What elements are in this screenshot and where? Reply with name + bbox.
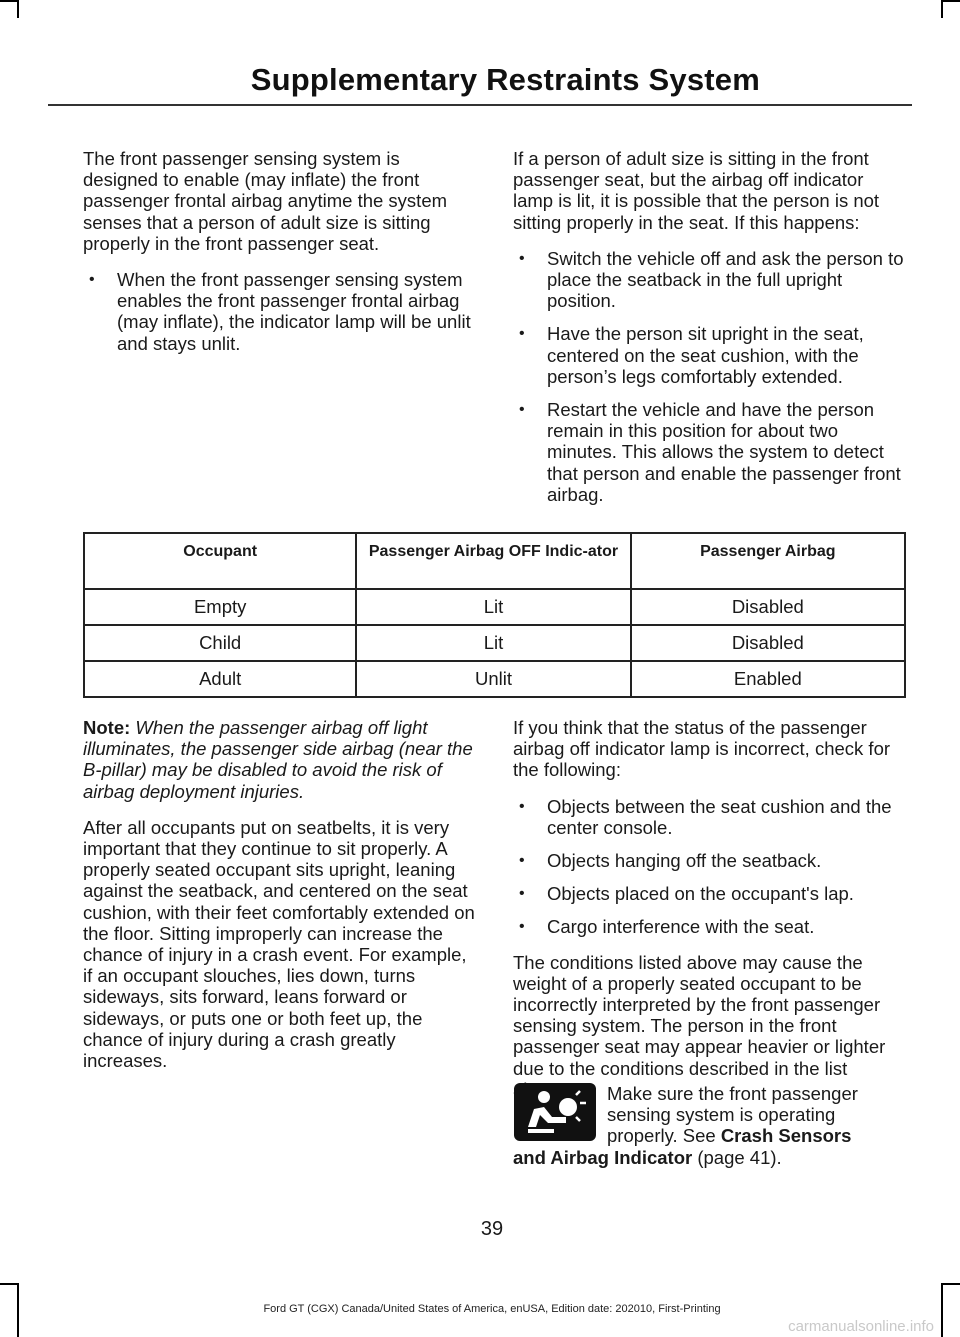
check-intro-paragraph: If you think that the status of the passenger airbag off indicator lamp is incorrect, check for the following: [513, 717, 891, 781]
table-row [84, 625, 905, 661]
table-cell: Lit [356, 625, 630, 661]
upper-left-column [83, 148, 475, 366]
seating-paragraph: After all occupants put on seatbelts, it is very important that they continue to sit properly. A properly seated occupant sits upright, leaning against the seatback, and centered on the seat cushion, with their feet comfortably extended on the floor. Sitting improperly can increase the chance of injury in a crash event. For example, if an occupant slouches, lies down, turns sideways, sits forward, leans forward or sideways, or puts one or both feet up, the chance of injury during a crash greatly increases. [83, 816, 475, 1072]
reference-line: sensing system is operating [607, 1104, 836, 1126]
note-paragraph [83, 717, 475, 802]
crop-mark [17, 0, 19, 18]
note-text: When the passenger airbag off light illuminates, the passenger side airbag (near the B-pillar) may be disabled to avoid the risk of airbag deployment injuries. [83, 717, 473, 802]
table-row [84, 661, 905, 697]
list-item: • Switch the vehicle off and ask the person to place the seatback in the full upright position. [513, 248, 907, 312]
list-item: • Cargo interference with the seat. [513, 916, 907, 937]
upper-right-column [513, 148, 907, 517]
right-intro-paragraph: If a person of adult size is sitting in the front passenger seat, but the airbag off indicator lamp is lit, it is possible that the person is not sitting properly in the seat. If this happens: [513, 148, 880, 233]
list-item: • Objects placed on the occupant's lap. [513, 883, 907, 904]
site-watermark: carmanualsonline.info [788, 1318, 934, 1335]
crop-mark [941, 0, 943, 18]
note-label: Note: [83, 717, 131, 738]
page-number: 39 [480, 1218, 504, 1240]
occupant-status-table [83, 532, 906, 698]
crop-mark [942, 1283, 960, 1285]
table-cell: Unlit [356, 661, 630, 697]
reference-see-text: properly. See [607, 1125, 721, 1147]
crash-sensor-reference [513, 1083, 907, 1168]
right-bullet-list [513, 248, 907, 505]
table-cell: Disabled [631, 589, 905, 625]
table-cell: Adult [84, 661, 356, 697]
conditions-paragraph: The conditions listed above may cause the weight of a properly seated occupant to be incorrectly interpreted by the front passenger sensing system. The person in the front passenger seat may appear heavier or lighter due to the conditions described in the list [513, 951, 886, 1079]
table-cell: Empty [84, 589, 356, 625]
list-item: • Restart the vehicle and have the person remain in this position for about two minutes. This allows the system to detect that person and enable the passenger front airbag. [513, 399, 907, 505]
lower-right-column [513, 717, 907, 1115]
edition-footer: Ford GT (CGX) Canada/United States of America, enUSA, Edition date: 202010, First-Printing [263, 1303, 721, 1315]
list-item: • When the front passenger sensing system enables the front passenger frontal airbag (may inflate), the indicator lamp will be unlit and stays unlit. [83, 269, 475, 354]
table-header-row [84, 533, 905, 589]
table-cell: Disabled [631, 625, 905, 661]
crash-sensors-link[interactable]: Crash Sensors [720, 1125, 852, 1147]
page-title: Supplementary Restraints System [250, 62, 760, 97]
crop-mark [942, 0, 960, 2]
reference-line [513, 1147, 907, 1168]
table-cell: Child [84, 625, 356, 661]
column-header-occupant: Occupant [84, 533, 356, 589]
page-reference: (page 41). [692, 1146, 782, 1168]
column-header-airbag: Passenger Airbag [631, 533, 905, 589]
left-intro-paragraph: The front passenger sensing system is designed to enable (may inflate) the front passenger frontal airbag anytime the system senses that a person of adult size is sitting properly in the front passenger seat. [83, 148, 448, 254]
header-divider [48, 104, 912, 106]
reference-line: Make sure the front passenger [607, 1083, 858, 1104]
reference-line [513, 1125, 907, 1146]
crop-mark [0, 1283, 18, 1285]
lower-left-column [83, 717, 475, 1086]
list-item: • Objects between the seat cushion and the center console. [513, 796, 907, 838]
table-cell: Enabled [631, 661, 905, 697]
list-item: • Have the person sit upright in the seat, centered on the seat cushion, with the person’s legs comfortably extended. [513, 323, 907, 387]
airbag-indicator-link[interactable]: and Airbag Indicator [513, 1146, 693, 1168]
left-bullet-list [83, 269, 475, 354]
check-bullet-list [513, 796, 907, 938]
column-header-indicator: Passenger Airbag OFF Indic-ator [356, 533, 630, 589]
table-cell: Lit [356, 589, 630, 625]
crop-mark [0, 0, 18, 2]
list-item: • Objects hanging off the seatback. [513, 850, 907, 871]
table-row [84, 589, 905, 625]
